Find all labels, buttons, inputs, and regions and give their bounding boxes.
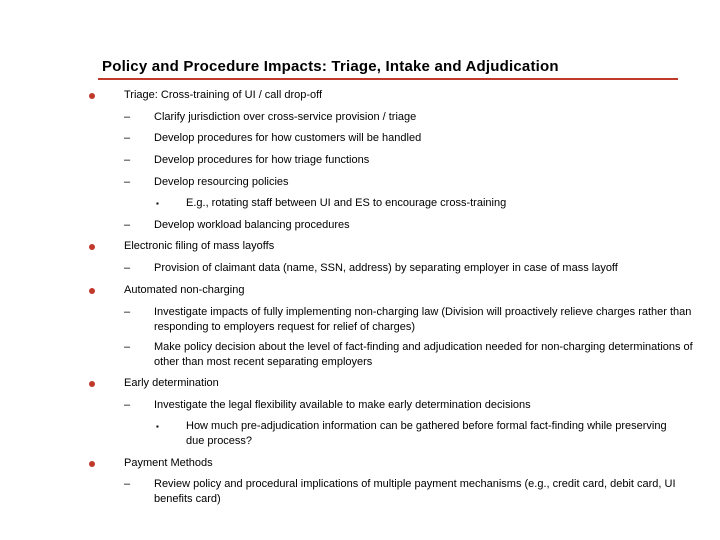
list-item: Review policy and procedural implications of multiple payment mechanisms (e.g., credit card, debit card, UI benefits card) bbox=[154, 478, 676, 505]
dash-icon: – bbox=[124, 219, 131, 231]
section-payment-methods: Payment Methods bbox=[124, 457, 213, 469]
sub-list-item: How much pre-adjudication information can be gathered before formal fact-finding while preserving due process? bbox=[186, 420, 667, 447]
dash-icon: – bbox=[124, 132, 131, 144]
dash-icon: – bbox=[124, 478, 131, 490]
list-item: Investigate the legal flexibility available to make early determination decisions bbox=[154, 399, 531, 411]
list-item: Investigate impacts of fully implementing non-charging law (Division will proactively relieve charges rather than responding to employers request for relief of charges) bbox=[154, 306, 692, 333]
dash-icon: – bbox=[124, 176, 131, 188]
sub-bullet-icon: ▪ bbox=[156, 422, 159, 431]
dash-icon: – bbox=[124, 154, 131, 166]
section-electronic-filing: Electronic filing of mass layoffs bbox=[124, 240, 275, 252]
list-item: Provision of claimant data (name, SSN, address) by separating employer in case of mass layoff bbox=[154, 262, 618, 274]
list-item: Develop procedures for how customers will be handled bbox=[154, 132, 422, 144]
list-item: Make policy decision about the level of fact-finding and adjudication needed for non-charging determinations of other than most recent separating employers bbox=[154, 341, 693, 368]
dash-icon: – bbox=[124, 262, 131, 274]
list-item: Develop resourcing policies bbox=[154, 176, 289, 188]
bullet-icon bbox=[89, 244, 95, 250]
page-title: Policy and Procedure Impacts: Triage, Intake and Adjudication bbox=[102, 58, 559, 75]
bullet-icon bbox=[89, 381, 95, 387]
bullet-icon bbox=[89, 93, 95, 99]
dash-icon: – bbox=[124, 111, 131, 123]
bullet-icon bbox=[89, 288, 95, 294]
bullet-icon bbox=[89, 461, 95, 467]
section-early-determination: Early determination bbox=[124, 377, 219, 389]
list-item: Develop procedures for how triage functions bbox=[154, 154, 370, 166]
dash-icon: – bbox=[124, 341, 131, 353]
dash-icon: – bbox=[124, 399, 131, 411]
section-non-charging: Automated non-charging bbox=[124, 284, 245, 296]
dash-icon: – bbox=[124, 306, 131, 318]
section-triage: Triage: Cross-training of UI / call drop-off bbox=[124, 89, 323, 101]
list-item: Develop workload balancing procedures bbox=[154, 219, 350, 231]
list-item: Clarify jurisdiction over cross-service provision / triage bbox=[154, 111, 417, 123]
sub-bullet-icon: ▪ bbox=[156, 199, 159, 208]
title-divider bbox=[98, 78, 678, 80]
sub-list-item: E.g., rotating staff between UI and ES to encourage cross-training bbox=[186, 197, 507, 209]
